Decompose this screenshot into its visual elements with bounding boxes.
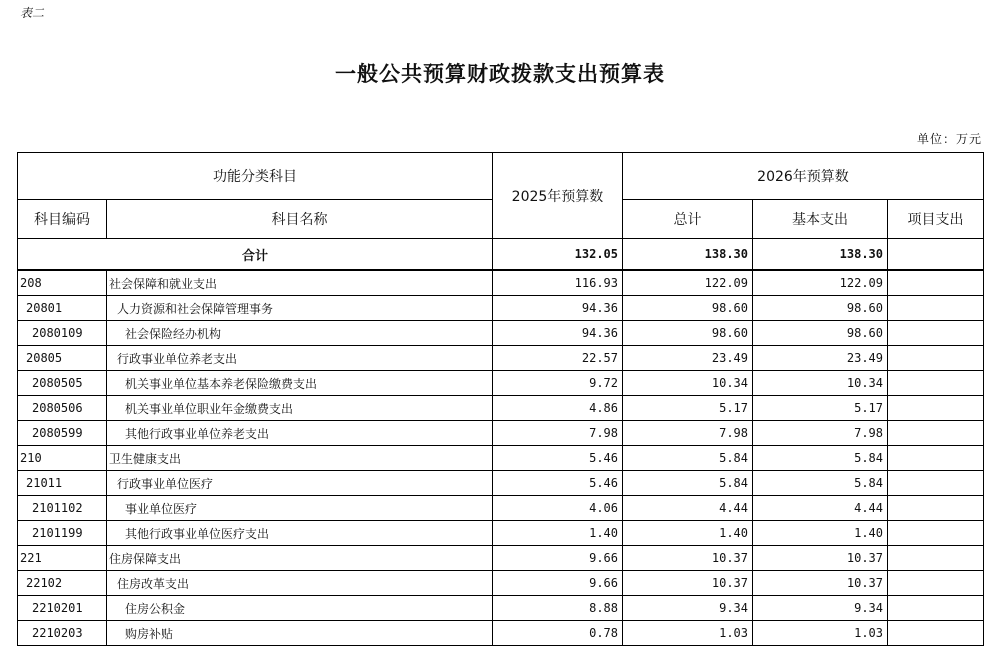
table-row — [18, 596, 984, 621]
table-row — [18, 346, 984, 371]
row-2025: 22.57 — [493, 346, 623, 371]
row-name: 行政事业单位养老支出 — [107, 346, 493, 371]
row-2026-project — [888, 621, 984, 646]
row-name: 卫生健康支出 — [107, 446, 493, 471]
row-2025: 4.86 — [493, 396, 623, 421]
row-2026-basic: 10.34 — [753, 371, 888, 396]
row-2026-basic: 10.37 — [753, 546, 888, 571]
header-function-category: 功能分类科目 — [18, 153, 493, 200]
row-code: 2080506 — [18, 396, 107, 421]
row-name: 机关事业单位基本养老保险缴费支出 — [107, 371, 493, 396]
header-2026-budget: 2026年预算数 — [623, 153, 984, 200]
row-2025: 0.78 — [493, 621, 623, 646]
row-2026-project — [888, 296, 984, 321]
row-2026-project — [888, 421, 984, 446]
total-2026-project — [888, 239, 984, 271]
row-name: 住房改革支出 — [107, 571, 493, 596]
row-2026-project — [888, 321, 984, 346]
table-row — [18, 270, 984, 296]
row-name: 事业单位医疗 — [107, 496, 493, 521]
table-row — [18, 396, 984, 421]
row-2026-total: 1.03 — [623, 621, 753, 646]
row-2026-basic: 9.34 — [753, 596, 888, 621]
row-2026-project — [888, 346, 984, 371]
row-code: 22102 — [18, 571, 107, 596]
row-2026-project — [888, 596, 984, 621]
row-name: 住房公积金 — [107, 596, 493, 621]
row-2025: 94.36 — [493, 321, 623, 346]
row-code: 2080109 — [18, 321, 107, 346]
row-2026-total: 9.34 — [623, 596, 753, 621]
row-2025: 1.40 — [493, 521, 623, 546]
total-2026-basic: 138.30 — [753, 239, 888, 271]
row-name: 机关事业单位职业年金缴费支出 — [107, 396, 493, 421]
row-2026-project — [888, 371, 984, 396]
row-2026-basic: 10.37 — [753, 571, 888, 596]
row-code: 20801 — [18, 296, 107, 321]
table-row — [18, 371, 984, 396]
budget-table — [17, 152, 984, 646]
row-name: 行政事业单位医疗 — [107, 471, 493, 496]
row-name: 社会保险经办机构 — [107, 321, 493, 346]
row-code: 2210203 — [18, 621, 107, 646]
row-code: 2080599 — [18, 421, 107, 446]
row-code: 2101199 — [18, 521, 107, 546]
table-row — [18, 621, 984, 646]
table-row — [18, 321, 984, 346]
row-2026-total: 7.98 — [623, 421, 753, 446]
table-row — [18, 446, 984, 471]
row-2026-total: 5.84 — [623, 471, 753, 496]
row-2026-total: 10.34 — [623, 371, 753, 396]
header-total: 总计 — [623, 200, 753, 239]
total-2026-total: 138.30 — [623, 239, 753, 271]
row-2026-total: 98.60 — [623, 296, 753, 321]
row-2026-basic: 1.40 — [753, 521, 888, 546]
table-row — [18, 546, 984, 571]
row-2026-project — [888, 396, 984, 421]
row-2026-basic: 5.17 — [753, 396, 888, 421]
row-2026-total: 23.49 — [623, 346, 753, 371]
header-2025-budget: 2025年预算数 — [493, 153, 623, 239]
row-name: 购房补贴 — [107, 621, 493, 646]
row-code: 2210201 — [18, 596, 107, 621]
row-2026-total: 1.40 — [623, 521, 753, 546]
row-2025: 5.46 — [493, 446, 623, 471]
header-basic: 基本支出 — [753, 200, 888, 239]
row-code: 210 — [18, 446, 107, 471]
table-row — [18, 496, 984, 521]
table-row — [18, 521, 984, 546]
row-2026-basic: 1.03 — [753, 621, 888, 646]
row-name: 社会保障和就业支出 — [107, 270, 493, 296]
row-2026-project — [888, 496, 984, 521]
table-number-label: 表二 — [20, 6, 45, 20]
table-row — [18, 471, 984, 496]
unit-label: 单位：万元 — [916, 132, 982, 146]
row-2026-total: 5.17 — [623, 396, 753, 421]
row-2025: 4.06 — [493, 496, 623, 521]
row-code: 2101102 — [18, 496, 107, 521]
row-2026-project — [888, 571, 984, 596]
row-2025: 9.72 — [493, 371, 623, 396]
page-title: 一般公共预算财政拨款支出预算表 — [335, 61, 665, 86]
row-2026-basic: 98.60 — [753, 296, 888, 321]
total-label: 合计 — [18, 239, 493, 271]
row-name: 其他行政事业单位医疗支出 — [107, 521, 493, 546]
row-name: 其他行政事业单位养老支出 — [107, 421, 493, 446]
row-code: 21011 — [18, 471, 107, 496]
table-row — [18, 296, 984, 321]
row-2026-total: 4.44 — [623, 496, 753, 521]
row-code: 221 — [18, 546, 107, 571]
row-2025: 116.93 — [493, 270, 623, 296]
table-row — [18, 421, 984, 446]
row-2026-basic: 98.60 — [753, 321, 888, 346]
header-name: 科目名称 — [107, 200, 493, 239]
row-2026-basic: 5.84 — [753, 471, 888, 496]
row-code: 208 — [18, 270, 107, 296]
row-2026-total: 5.84 — [623, 446, 753, 471]
total-row — [18, 239, 984, 271]
row-2025: 9.66 — [493, 546, 623, 571]
row-2026-basic: 7.98 — [753, 421, 888, 446]
row-2025: 8.88 — [493, 596, 623, 621]
row-2026-total: 10.37 — [623, 571, 753, 596]
row-2026-total: 122.09 — [623, 270, 753, 296]
table-row — [18, 571, 984, 596]
total-2025: 132.05 — [493, 239, 623, 271]
header-code: 科目编码 — [18, 200, 107, 239]
row-2026-basic: 23.49 — [753, 346, 888, 371]
row-2026-project — [888, 521, 984, 546]
row-2026-project — [888, 546, 984, 571]
row-name: 人力资源和社会保障管理事务 — [107, 296, 493, 321]
row-2026-project — [888, 270, 984, 296]
row-2026-project — [888, 446, 984, 471]
row-name: 住房保障支出 — [107, 546, 493, 571]
header-project: 项目支出 — [888, 200, 984, 239]
row-2025: 9.66 — [493, 571, 623, 596]
row-code: 2080505 — [18, 371, 107, 396]
row-2026-basic: 122.09 — [753, 270, 888, 296]
row-2025: 7.98 — [493, 421, 623, 446]
row-2026-total: 98.60 — [623, 321, 753, 346]
row-2026-total: 10.37 — [623, 546, 753, 571]
row-2026-project — [888, 471, 984, 496]
row-code: 20805 — [18, 346, 107, 371]
row-2026-basic: 5.84 — [753, 446, 888, 471]
row-2025: 5.46 — [493, 471, 623, 496]
row-2026-basic: 4.44 — [753, 496, 888, 521]
row-2025: 94.36 — [493, 296, 623, 321]
